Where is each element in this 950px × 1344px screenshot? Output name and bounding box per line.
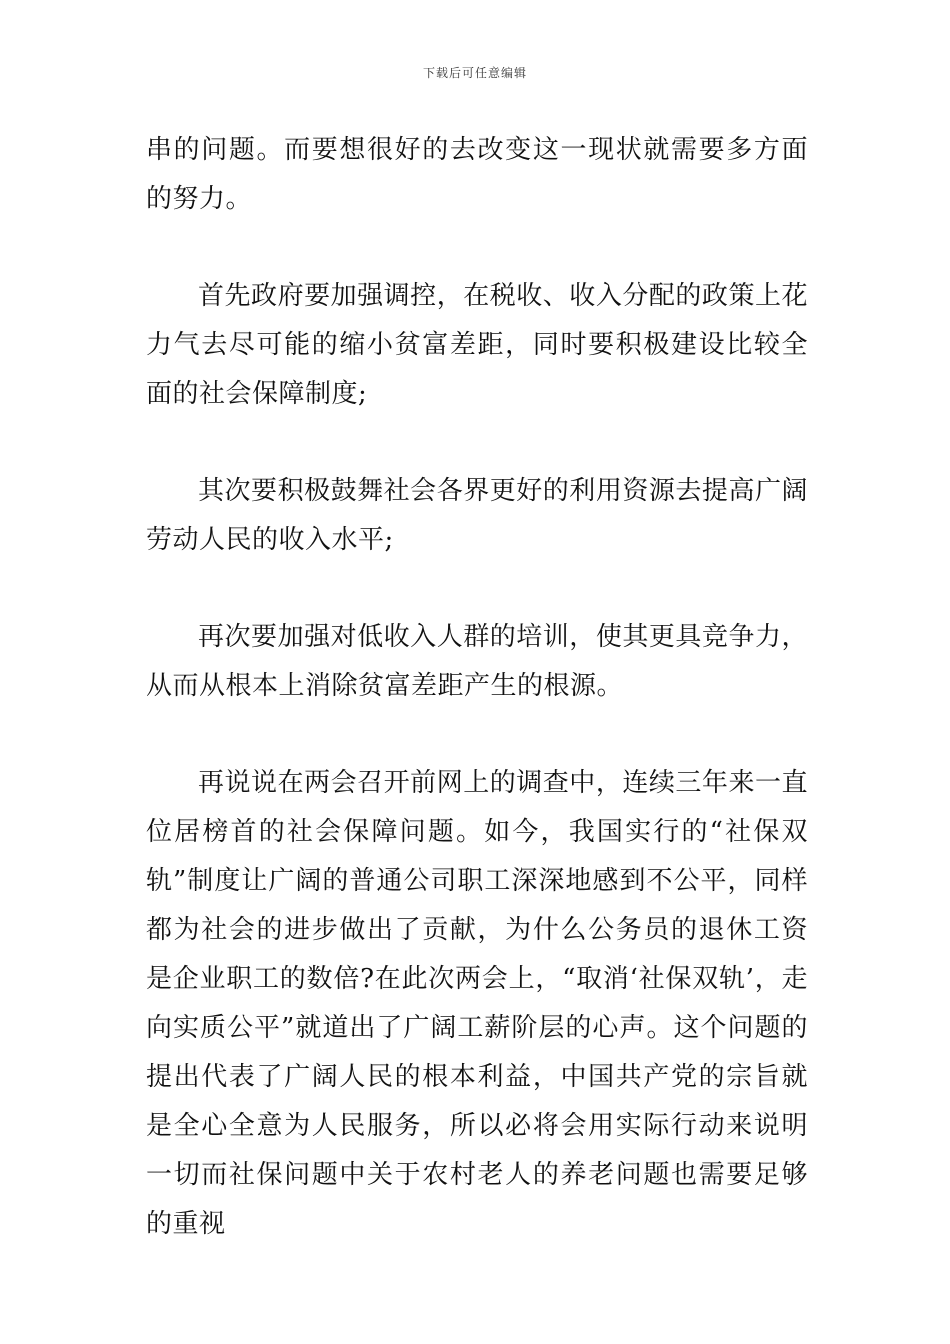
paragraph-4: 再次要加强对低收入人群的培训，使其更具竞争力，从而从根本上消除贫富差距产生的根源。	[146, 622, 808, 701]
paragraph-gap	[146, 711, 808, 759]
paragraph-1: 串的问题。而要想很好的去改变这一现状就需要多方面的努力。	[146, 135, 808, 214]
document-body	[146, 126, 808, 1249]
page-header: 下载后可任意编辑	[422, 66, 527, 80]
paragraph-gap	[146, 565, 808, 613]
paragraph-5: 再说说在两会召开前网上的调查中，连续三年来一直位居榜首的社会保障问题。如今，我国实行的“社保双轨”制度让广阔的普通公司职工深深地感到不公平，同样都为社会的进步做出了贡献，为什么公务员的退休工资是企业职工的数倍?在此次两会上，“取消‘社保双轨’，走向实质公平”就道出了广阔工薪阶层的心声。这个问题的提出代表了广阔人民的根本利益，中国共产党的宗旨就是全心全意为人民服务，所以必将会用实际行动来说明一切而社保问题中关于农村老人的养老问题也需要足够的重视	[146, 768, 808, 1239]
paragraph-3: 其次要积极鼓舞社会各界更好的利用资源去提高广阔劳动人民的收入水平;	[146, 476, 808, 555]
paragraph-gap	[146, 419, 808, 467]
paragraph-2: 首先政府要加强调控，在税收、收入分配的政策上花力气去尽可能的缩小贫富差距，同时要积极建设比较全面的社会保障制度;	[146, 281, 808, 409]
paragraph-gap	[146, 224, 808, 272]
